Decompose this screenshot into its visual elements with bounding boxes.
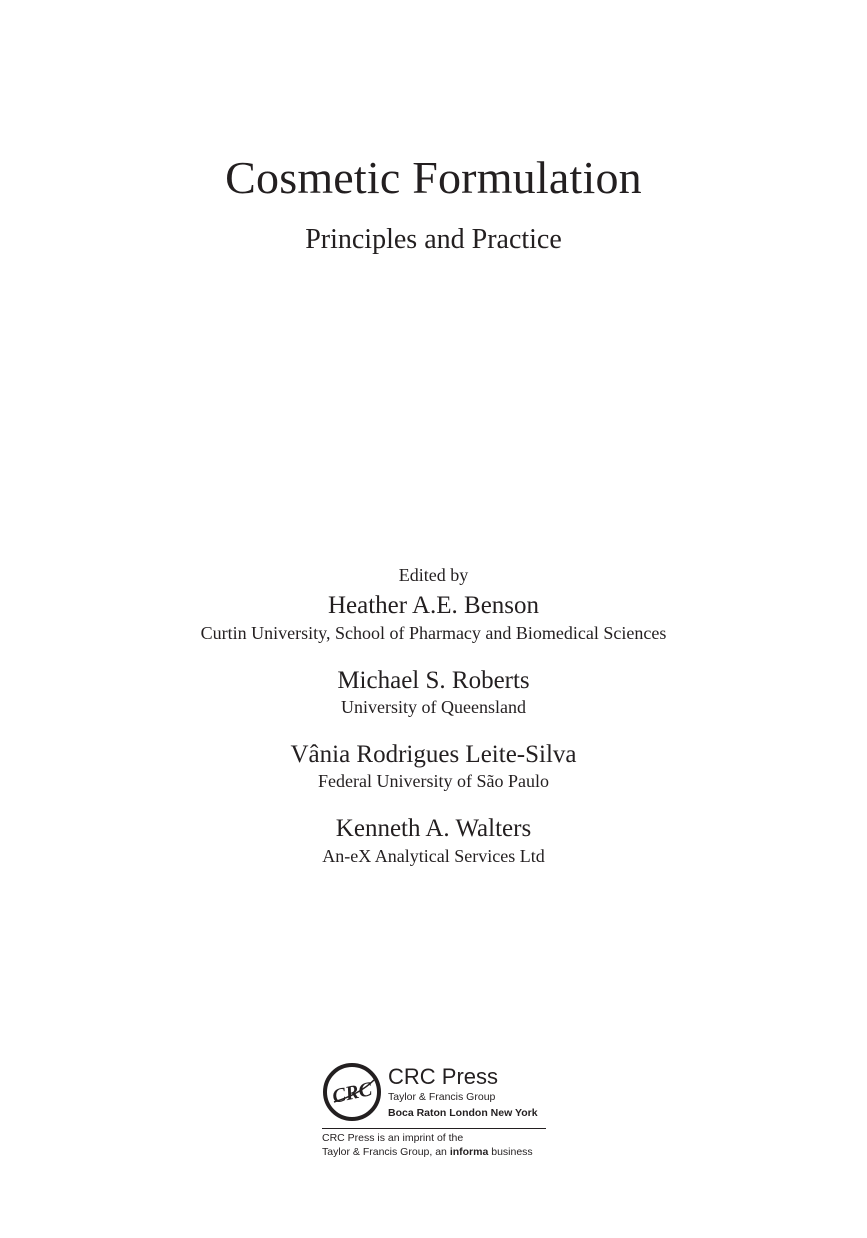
crc-logo-icon <box>322 1062 382 1122</box>
imprint-line-2 <box>322 1146 533 1159</box>
imprint-line-1: CRC Press is an imprint of the <box>322 1132 464 1144</box>
imprint-suffix: business <box>488 1146 533 1158</box>
publisher-name: CRC Press <box>388 1064 499 1089</box>
informa-brand: informa <box>449 1146 489 1158</box>
editor-name: Kenneth A. Walters <box>335 815 532 842</box>
editor-affiliation: An-eX Analytical Services Ltd <box>322 846 545 866</box>
crc-logo-text: CRC <box>330 1078 375 1108</box>
book-subtitle: Principles and Practice <box>305 224 562 255</box>
editor-affiliation: Curtin University, School of Pharmacy and Biomedical Sciences <box>200 623 667 643</box>
divider <box>322 1128 546 1129</box>
publisher-group: Taylor & Francis Group <box>388 1091 496 1103</box>
editor-name: Heather A.E. Benson <box>327 592 540 619</box>
imprint-prefix: Taylor & Francis Group, an <box>322 1146 450 1158</box>
publisher-cities: Boca Raton London New York <box>388 1107 538 1119</box>
editor-affiliation: Federal University of São Paulo <box>318 771 549 791</box>
book-title: Cosmetic Formulation <box>225 152 642 203</box>
edited-by-label: Edited by <box>398 565 469 585</box>
editor-affiliation: University of Queensland <box>341 697 526 717</box>
publisher-block <box>322 1062 552 1162</box>
editor-name: Michael S. Roberts <box>337 667 530 694</box>
editor-name: Vânia Rodrigues Leite-Silva <box>290 741 577 768</box>
